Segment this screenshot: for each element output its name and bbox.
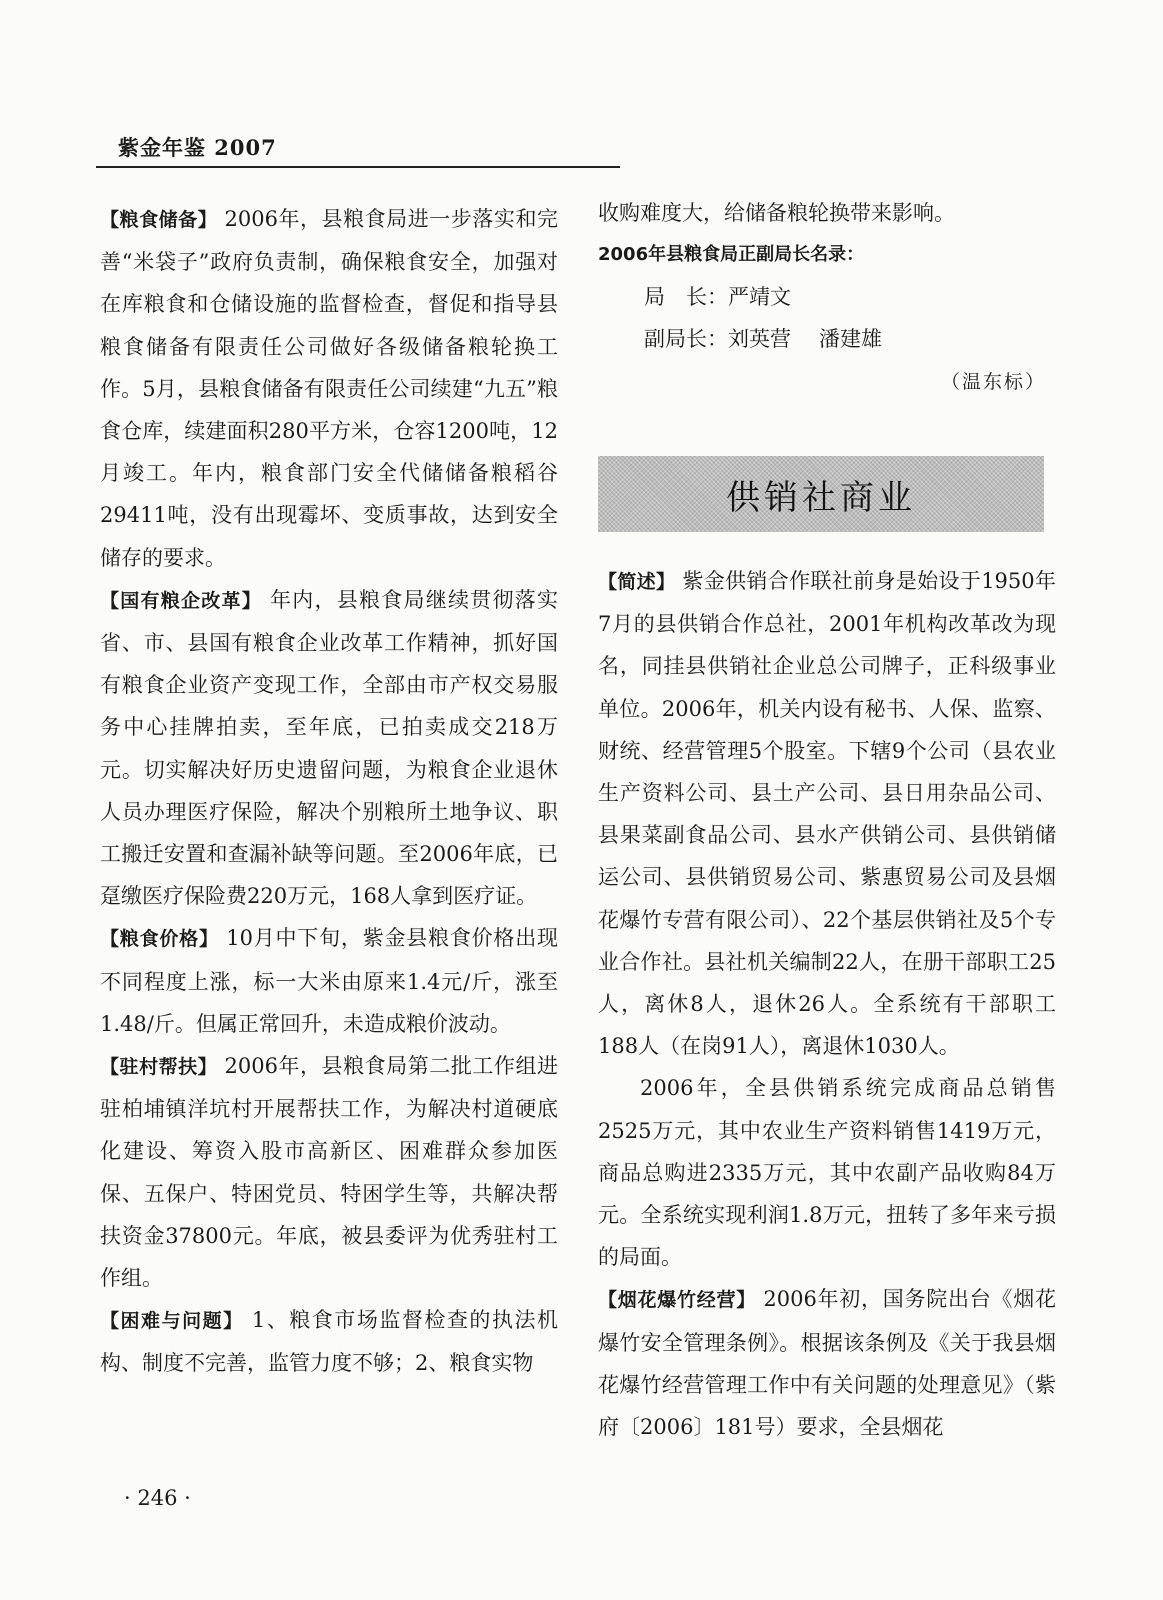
roster-title: 2006年县粮食局正副局长名录： (598, 244, 865, 266)
section-village-aid (100, 1045, 558, 1299)
director-line: 局 长：严靖文 (644, 285, 791, 310)
deputy-label: 副局长：刘英营 (644, 327, 791, 352)
running-head: 紫金年鉴 2007 (118, 135, 277, 160)
sales-paragraph (598, 1067, 1056, 1278)
section-heading: 【国有粮企改革】 (100, 589, 263, 612)
section-state-grain-reform (100, 579, 558, 918)
section-difficulties (100, 1299, 558, 1384)
author-credit: （温东标） (940, 371, 1046, 394)
section-text: 1、粮食市场监督检查的执法机构、制度不完善，监管力度不够；2、粮食实物 (100, 1308, 558, 1376)
chapter-title: 供销社商业 (726, 477, 916, 518)
section-fireworks (598, 1278, 1056, 1448)
left-column (100, 198, 558, 1385)
continuation-text: 收购难度大，给储备粮轮换带来影响。 (598, 201, 955, 225)
chapter-banner (598, 456, 1044, 532)
section-heading: 【粮食价格】 (100, 928, 219, 951)
section-text: 2006年，县粮食局进一步落实和完善“米袋子”政府负责制，确保粮食安全，加强对在库粮食和仓储设施的监督检查，督促和指导县粮食储备有限责任公司做好各级储备粮轮换工作。5月，县粮食储备有限责任公司续建“九五”粮食仓库，续建面积280平方米，仓容1200吨，12月竣工。年内，粮食部门安全代储储备粮稻谷29411吨，没有出现霉坏、变质事故，达到安全储存的要求。 (100, 207, 558, 570)
section-text: 紫金供销合作联社前身是始设于1950年7月的县供销合作总社，2001年机构改革改为现名，同挂县供销社企业总公司牌子，正科级事业单位。2006年，机关内设有秘书、人保、监察、财统、经营管理5个股室。下辖9个公司（县农业生产资料公司、县土产公司、县日用杂品公司、县果菜副食品公司、县水产供销公司、县供销储运公司、县供销贸易公司、紫惠贸易公司及县烟花爆竹专营有限公司）、22个基层供销社及5个专业合作社。县社机关编制22人，在册干部职工25人，离休8人，退休26人。全系统有干部职工188人（在岗91人），离退休1030人。 (598, 569, 1056, 1059)
right-column-top (598, 192, 1056, 404)
section-heading: 【粮食储备】 (100, 209, 218, 231)
section-heading: 【驻村帮扶】 (100, 1056, 218, 1079)
section-heading: 【简述】 (598, 571, 676, 593)
section-text: 2006年，全县供销系统完成商品总销售2525万元，其中农业生产资料销售1419万元，商品总购进2335万元，其中农副产品收购84万元。全系统实现利润1.8万元，扭转了多年来亏损的局面。 (598, 1076, 1056, 1270)
section-grain-price (100, 917, 558, 1045)
section-text: 2006年，县粮食局第二批工作组进驻柏埔镇洋坑村开展帮扶工作，为解决村道硬底化建设、筹资入股市高新区、困难群众参加医保、五保户、特困党员、特困学生等，共解决帮扶资金37800元。年底，被县委评为优秀驻村工作组。 (100, 1054, 558, 1291)
right-column-body (598, 560, 1056, 1448)
page-number: · 246 · (124, 1486, 191, 1510)
section-grain-reserve (100, 198, 558, 579)
section-overview (598, 560, 1056, 1067)
deputy-second: 潘建雄 (819, 327, 882, 352)
deputy-line (598, 318, 1056, 360)
section-text: 10月中下旬，紫金县粮食价格出现不同程度上涨，标一大米由原来1.4元/斤，涨至1.48/斤。但属正常回升，未造成粮价波动。 (100, 926, 558, 1036)
section-heading: 【烟花爆竹经营】 (598, 1289, 756, 1312)
header-rule (96, 166, 620, 168)
section-heading: 【困难与问题】 (100, 1310, 244, 1333)
section-text: 年内，县粮食局继续贯彻落实省、市、县国有粮食企业改革工作精神，抓好国有粮食企业资产变现工作，全部由市产权交易服务中心挂牌拍卖，至年底，已拍卖成交218万元。切实解决好历史遗留问题，为粮食企业退休人员办理医疗保险，解决个别粮所土地争议、职工搬迁安置和查漏补缺等问题。至2006年底，已趸缴医疗保险费220万元，168人拿到医疗证。 (100, 587, 558, 909)
section-text: 2006年初，国务院出台《烟花爆竹安全管理条例》。根据该条例及《关于我县烟花爆竹经营管理工作中有关问题的处理意见》（紫府〔2006〕181号）要求，全县烟花 (598, 1287, 1056, 1440)
